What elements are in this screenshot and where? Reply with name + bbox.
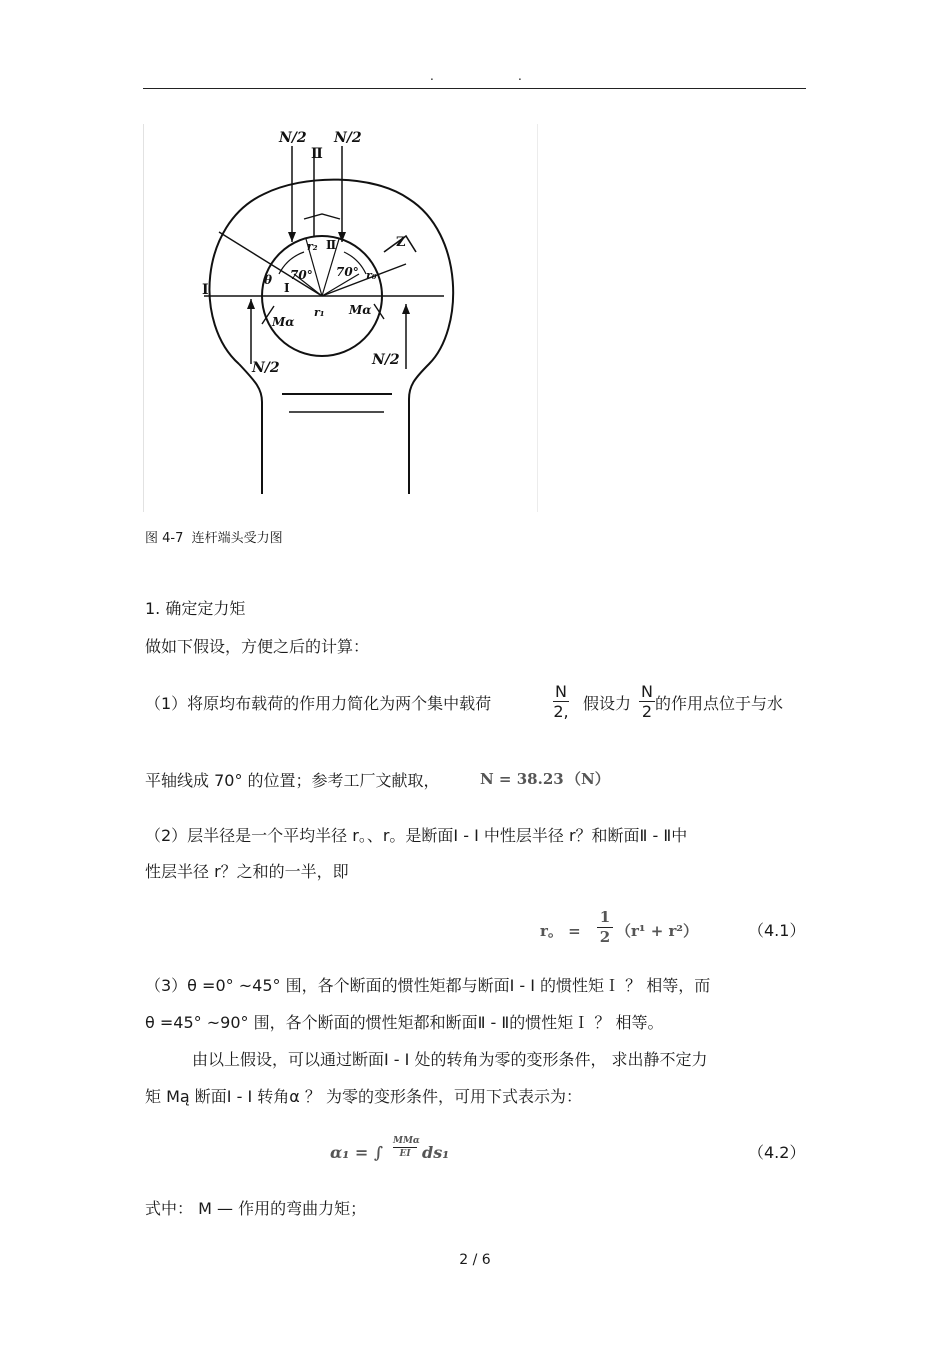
assumption2-line1: （2）层半径是一个平均半径 r。、r。是断面I - I 中性层半径 r？和断面Ⅱ - Ⅱ中 <box>145 826 688 845</box>
equation-4-2-rhs: ds₁ <box>422 1143 450 1162</box>
fraction-denominator: 2 <box>599 928 611 946</box>
n-value-formula: N = 38.23 <box>480 770 564 788</box>
label-r2: r₂ <box>307 240 318 253</box>
assumption1-line2: 平轴线成 70° 的位置；参考工厂文献取， <box>145 771 440 790</box>
label-section-i-inner: I <box>284 281 290 295</box>
equation-4-1-rhs: （r¹ + r²） <box>616 922 698 940</box>
fraction-n-over-2-b <box>639 683 655 720</box>
fraction-denominator: EI <box>399 1149 411 1159</box>
arrow-bottom-left <box>247 299 255 309</box>
label-ma-right: Mα <box>349 303 372 317</box>
assumption3-line1: （3）θ =0° ~45° 围，各个断面的惯性矩都与断面I - I 的惯性矩Ｉ ？ 相等，而 <box>145 976 711 995</box>
caption-number: 图 4-7 <box>145 531 184 546</box>
caption-text: 连杆端头受力图 <box>191 531 283 546</box>
section-heading: 1. 确定定力矩 <box>145 599 246 618</box>
label-section-i-left: I <box>202 282 209 298</box>
equation-4-2-lhs: α₁ = ∫ <box>330 1143 384 1162</box>
label-n2-top-left: N/2 <box>279 130 307 146</box>
header-dot-left: . <box>430 69 434 83</box>
header-dot-right: . <box>518 69 522 83</box>
equation-4-2-number: （4.2） <box>748 1143 806 1162</box>
page-header <box>0 70 950 86</box>
fraction-denominator: 2, <box>553 702 569 721</box>
label-n2-bottom-right: N/2 <box>372 352 400 368</box>
radial-line-right <box>322 264 406 296</box>
fraction-numerator: 1 <box>599 908 611 926</box>
label-n2-top-right: N/2 <box>334 130 362 146</box>
arrow-top-left <box>288 232 296 242</box>
equation-4-2-fraction <box>393 1136 420 1159</box>
label-n2-bottom-left: N/2 <box>252 360 280 376</box>
assumption1-part-a: （1）将原均布载荷的作用力简化为两个集中载荷 <box>145 694 492 713</box>
equation-4-1-fraction <box>597 909 613 946</box>
label-theta: θ <box>264 273 273 287</box>
label-ma-left: Mα <box>272 315 295 329</box>
fraction-numerator: MMα <box>393 1136 420 1146</box>
connecting-rod-figure <box>143 124 538 512</box>
fraction-numerator: N <box>641 682 653 701</box>
fraction-n-over-2-a <box>553 683 569 720</box>
fraction-bar <box>393 1147 417 1148</box>
figure-caption <box>145 527 283 546</box>
label-r1: r₁ <box>314 306 325 319</box>
assumption3-line2: θ =45° ~90° 围，各个断面的惯性矩都和断面Ⅱ - Ⅱ的惯性矩Ｉ ？ 相等。 <box>145 1013 664 1032</box>
outer-contour <box>209 180 453 399</box>
where-line: 式中： M — 作用的弯曲力矩； <box>145 1199 367 1218</box>
label-angle-left: 70° <box>290 268 313 282</box>
label-angle-right: 70° <box>336 265 359 279</box>
top-arc-mark <box>304 214 340 219</box>
derivation-line2: 矩 Mą 断面I - I 转角α ？ 为零的变形条件，可用下式表示为： <box>145 1087 582 1106</box>
connecting-rod-diagram <box>144 124 537 512</box>
header-rule <box>143 88 806 89</box>
fraction-numerator: N <box>555 682 567 701</box>
label-z: Z <box>396 235 406 250</box>
label-section-ii-inner: Ⅱ <box>326 238 337 252</box>
intro-paragraph: 做如下假设，方便之后的计算： <box>145 637 370 656</box>
assumption1-part-b: 假设力 <box>583 694 632 713</box>
page-number: 2 / 6 <box>459 1252 491 1268</box>
fraction-denominator: 2 <box>641 702 653 721</box>
label-section-ii-top: Ⅱ <box>311 146 323 162</box>
derivation-line1: 由以上假设，可以通过断面I - I 处的转角为零的变形条件， 求出静不定力 <box>192 1050 708 1069</box>
equation-4-1-number: （4.1） <box>748 921 806 940</box>
n-value-unit: （N） <box>566 770 610 788</box>
assumption2-line2: 性层半径 r？之和的一半，即 <box>145 862 349 881</box>
arrow-bottom-right <box>402 304 410 314</box>
label-r0: r₀ <box>366 269 377 282</box>
assumption1-part-c: 的作用点位于与水 <box>655 694 784 713</box>
equation-4-1-lhs: r。 = <box>540 922 581 940</box>
